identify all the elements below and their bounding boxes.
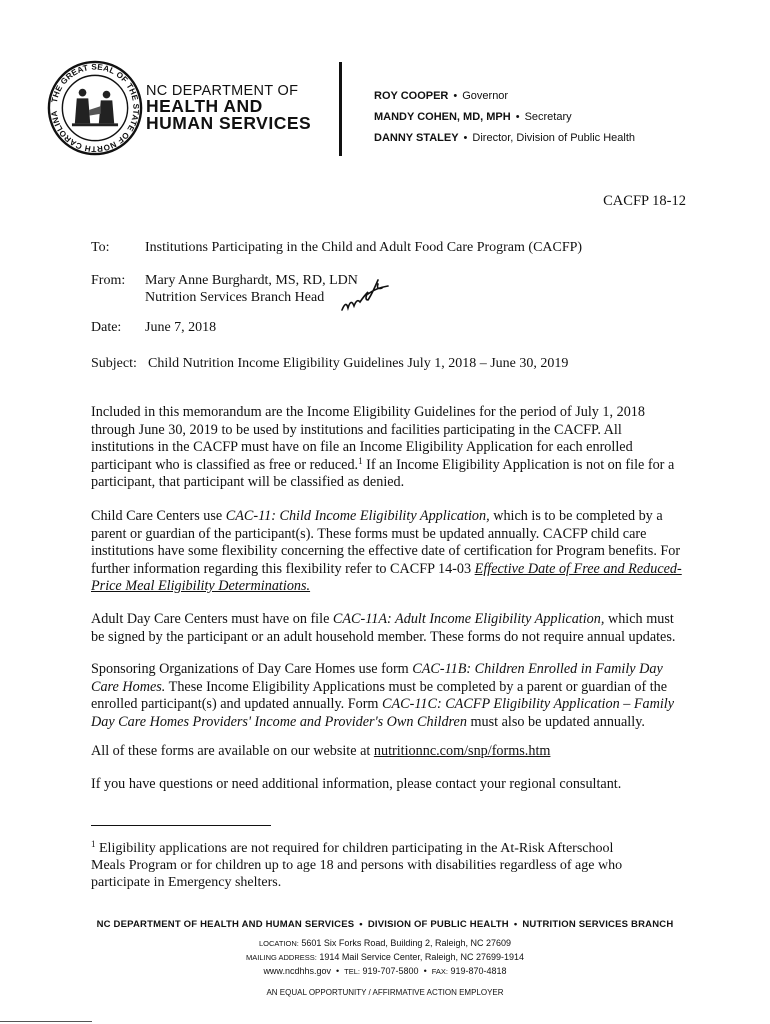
date-value: June 7, 2018 (145, 320, 217, 335)
state-seal-logo (47, 60, 143, 156)
footer-mailing-address: MAILING ADDRESS: 1914 Mail Service Center, Raleigh, NC 27699-1914 (246, 952, 524, 962)
official-governor: ROY COOPER • Governor (374, 90, 509, 102)
page-edge-mark (0, 1021, 92, 1022)
footer-contact: www.ncdhhs.gov • TEL: 919-707-5800 • FAX: 919-870-4818 (263, 966, 507, 976)
officials-list (374, 86, 635, 149)
letterhead-divider (339, 62, 342, 156)
signature-initials (340, 276, 400, 316)
from-name: Mary Anne Burghardt, MS, RD, LDN (145, 273, 358, 288)
subject-label: Subject: (91, 356, 137, 371)
subject-value: Child Nutrition Income Eligibility Guidelines July 1, 2018 – June 30, 2019 (148, 356, 569, 371)
footnote: $^1$ Eligibility applications are not required for children participating in the At-Risk Afterschool Meals Program or for children up to age 18 and persons with disabilities regardless of age who participate in Emergency shelters. (91, 839, 623, 890)
svg-text:THE GREAT SEAL OF THE STATE OF: THE GREAT SEAL OF THE STATE OF NORTH CAROLINA (49, 62, 141, 154)
paragraph-contact: If you have questions or need additional information, please contact your regional consultant. (91, 776, 622, 792)
department-name-line3: HUMAN SERVICES (146, 113, 312, 133)
official-secretary: MANDY COHEN, MD, MPH • Secretary (374, 111, 572, 123)
footnote-divider (91, 825, 271, 826)
paragraph-intro: Included in this memorandum are the Income Eligibility Guidelines for the period of July 1, 2018 through June 30, 2019 to be used by institutions and facilities participating in the CACFP. All institutions in the CACFP must have on file an Income Eligibility Application for each enrolled participant who is classified as free or reduced.$^1$ If an Income Eligibility Application is not on file for a participant, that participant will be classified as denied. (91, 404, 675, 490)
from-label: From: (91, 273, 126, 288)
paragraph-child-care: Child Care Centers use CAC-11: Child Income Eligibility Application, which is to be completed by a parent or guardian of the participant(s). These forms must be updated annually. CACFP child care institutions have some flexibility concerning the effective date of certification for Program benefits. For further information regarding this flexibility refer to CACFP 14-03 Effective Date of Free and Reduced-Price Meal Eligibility Determinations. (91, 508, 682, 594)
forms-website-link[interactable]: nutritionnc.com/snp/forms.htm (373, 743, 551, 759)
department-name-line1: NC DEPARTMENT OF (146, 83, 299, 99)
department-name-line2: HEALTH AND (146, 96, 263, 116)
paragraph-forms-website: All of these forms are available on our website at nutritionnc.com/snp/forms.htm (91, 743, 551, 759)
from-title: Nutrition Services Branch Head (145, 290, 325, 305)
paragraph-day-care-homes: Sponsoring Organizations of Day Care Homes use form CAC-11B: Children Enrolled in Family Day Care Homes. These Income Eligibility Applications must be completed by a parent or guardian of the enrolled participant(s) and updated annually. Form CAC-11C: CACFP Eligibility Application – Family Day Care Homes Providers' Income and Provider's Own Children must also be updated annually. (91, 661, 675, 730)
date-label: Date: (91, 320, 122, 335)
footer-location: LOCATION: 5601 Six Forks Road, Building 2, Raleigh, NC 27609 (258, 938, 511, 948)
to-label: To: (91, 240, 110, 255)
footer-organization: NC DEPARTMENT OF HEALTH AND HUMAN SERVICES • DIVISION OF PUBLIC HEALTH • NUTRITION SERVICES BRANCH (96, 919, 674, 930)
footer-eeo-statement: AN EQUAL OPPORTUNITY / AFFIRMATIVE ACTION EMPLOYER (266, 988, 504, 997)
to-value: Institutions Participating in the Child and Adult Food Care Program (CACFP) (145, 240, 583, 255)
official-director: DANNY STALEY • Director, Division of Public Health (374, 132, 636, 144)
footer-website[interactable]: www.ncdhhs.gov (263, 966, 331, 976)
paragraph-adult-care: Adult Day Care Centers must have on file CAC-11A: Adult Income Eligibility Application, which must be signed by the participant or an adult household member. These forms do not require annual updates. (91, 611, 676, 645)
document-number: CACFP 18-12 (603, 193, 686, 209)
